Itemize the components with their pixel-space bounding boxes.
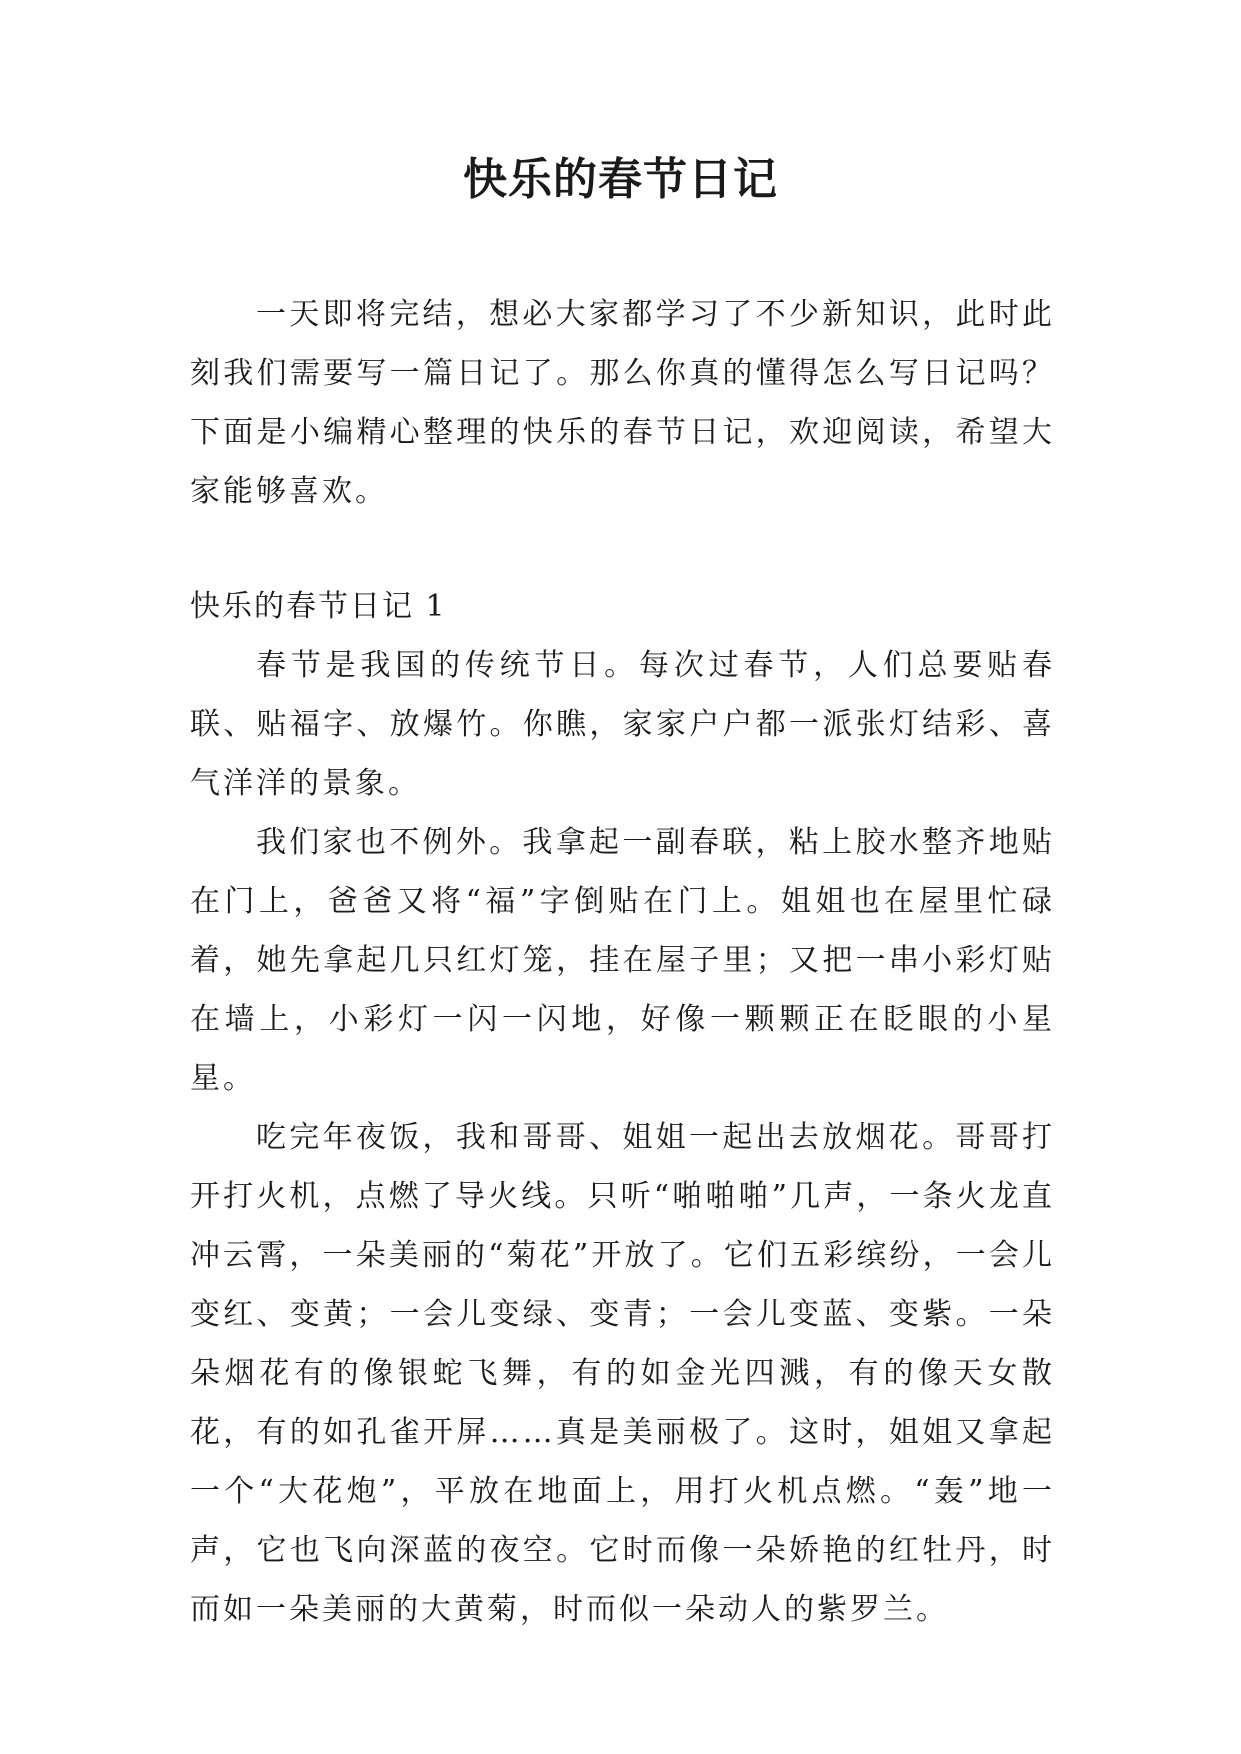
section-spacer bbox=[190, 521, 1055, 577]
body-paragraph-2: 我们家也不例外。我拿起一副春联，粘上胶水整齐地贴在门上，爸爸又将“福”字倒贴在门上。姐姐也在屋里忙碌着，她先拿起几只红灯笼，挂在屋子里；又把一串小彩灯贴在墙上，小彩灯一闪一闪地，好像一颗颗正在眨眼的小星星。 bbox=[190, 825, 1055, 1096]
document-body bbox=[190, 285, 1055, 1639]
section-heading: 快乐的春节日记 1 bbox=[190, 589, 447, 624]
document-title: 快乐的春节日记 bbox=[463, 154, 778, 205]
body-paragraph-1: 春节是我国的传统节日。每次过春节，人们总要贴春联、贴福字、放爆竹。你瞧，家家户户都一派张灯结彩、喜气洋洋的景象。 bbox=[190, 648, 1055, 801]
body-paragraph-3: 吃完年夜饭，我和哥哥、姐姐一起出去放烟花。哥哥打开打火机，点燃了导火线。只听“啪啪啪”几声，一条火龙直冲云霄，一朵美丽的“菊花”开放了。它们五彩缤纷，一会儿变红、变黄；一会儿变绿、变青；一会儿变蓝、变紫。一朵朵烟花有的像银蛇飞舞，有的如金光四溅，有的像天女散花，有的如孔雀开屏……真是美丽极了。这时，姐姐又拿起一个“大花炮”，平放在地面上，用打火机点燃。“轰”地一声，它也飞向深蓝的夜空。它时而像一朵娇艳的红牡丹，时而如一朵美丽的大黄菊，时而似一朵动人的紫罗兰。 bbox=[190, 1120, 1055, 1627]
intro-paragraph: 一天即将完结，想必大家都学习了不少新知识，此时此刻我们需要写一篇日记了。那么你真的懂得怎么写日记吗？下面是小编精心整理的快乐的春节日记，欢迎阅读，希望大家能够喜欢。 bbox=[190, 297, 1055, 509]
